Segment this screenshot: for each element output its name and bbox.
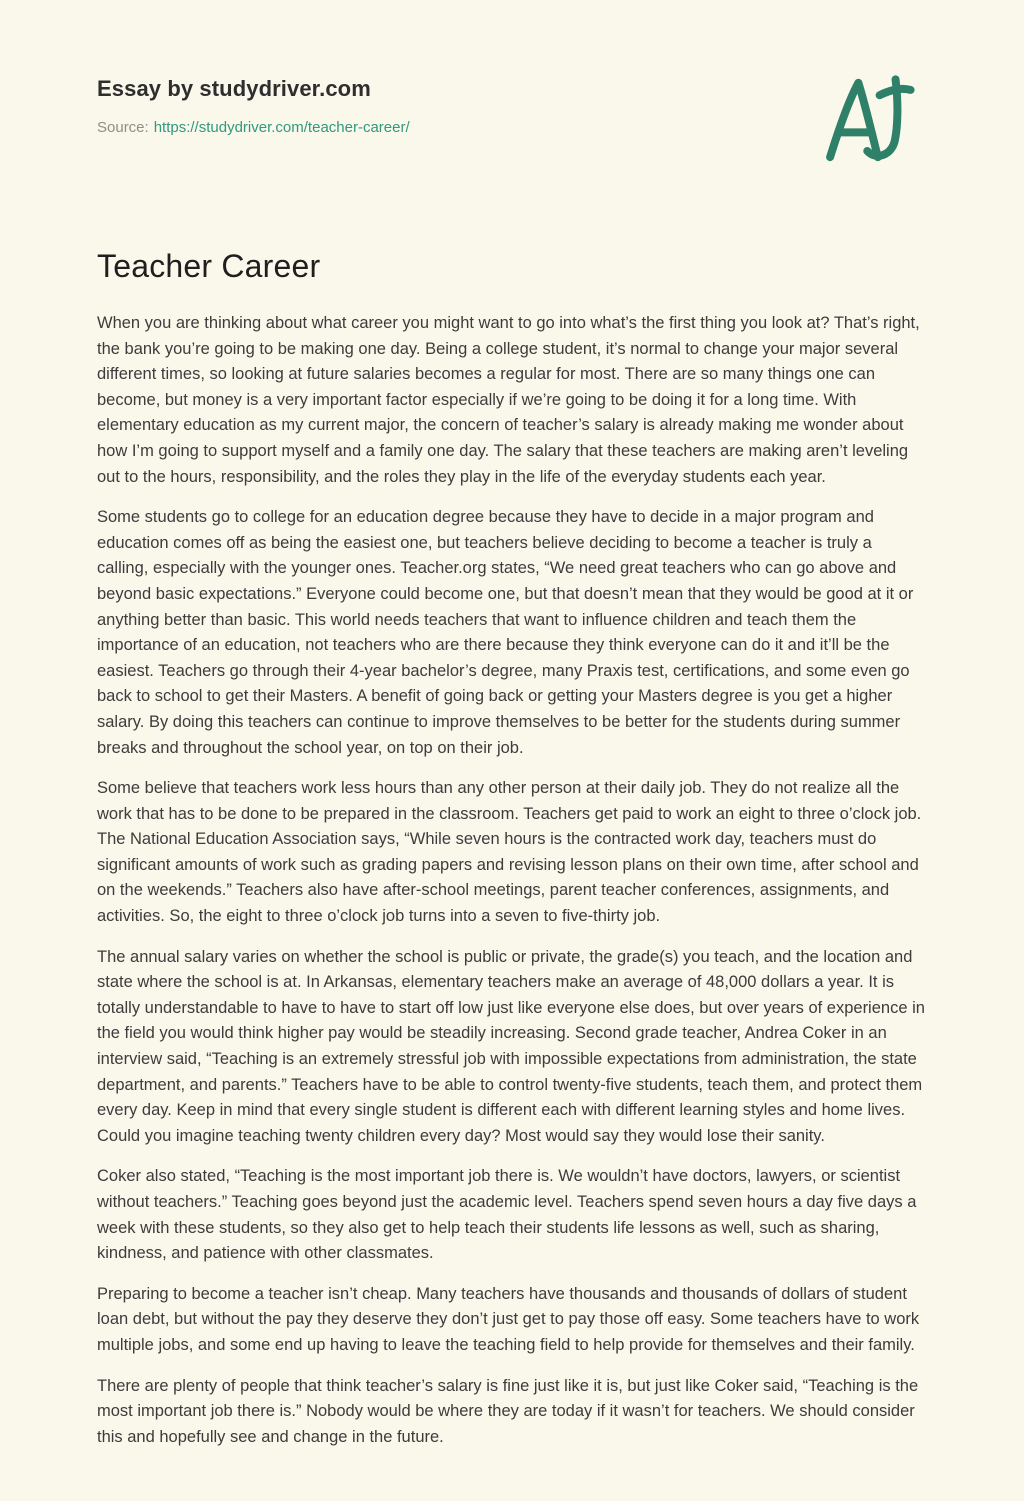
studydriver-logo — [823, 72, 915, 168]
essay-paragraph: The annual salary varies on whether the school is public or private, the grade(s) you teach, and the location and state where the school is at. In Arkansas, elementary teachers make an average of 48,000 dollars a year. It is totally understandable to have to have to start off low just like everyone else does, but over years of experience in the field you would think higher pay would be steadily increasing. Second grade teacher, Andrea Coker in an interview said, “Teaching is an extremely stressful job with impossible expectations from administration, the state department, and parents.” Teachers have to be able to control twenty-five students, teach them, and protect them every day. Keep in mind that every single student is different each with different learning styles and home lives. Could you imagine teaching twenty children every day? Most would say they would lose their sanity. — [97, 947, 925, 1145]
studydriver-logo-icon — [823, 72, 915, 168]
byline: Essay by studydriver.com — [97, 76, 371, 101]
essay-paragraph: There are plenty of people that think teacher’s salary is fine just like it is, but just like Coker said, “Teaching is the most important job there is.” Nobody would be where they are today if it wasn’t for teachers. We should consider this and hopefully see and change in the future. — [97, 1376, 919, 1446]
essay-title: Teacher Career — [97, 248, 321, 284]
essay-paragraph: Some believe that teachers work less hours than any other person at their daily job. They do not realize all the work that has to be done to be prepared in the classroom. Teachers get paid to work an eight to three o’clock job. The National Education Association says, “While seven hours is the contracted work day, teachers must do significant amounts of work such as grading papers and revising lesson plans on their own time, after school and on the weekends.” Teachers also have after-school meetings, parent teacher conferences, assignments, and activities. So, the eight to three o’clock job turns into a seven to five-thirty job. — [97, 779, 922, 926]
source-line — [97, 119, 927, 136]
source-link[interactable]: https://studydriver.com/teacher-career/ — [153, 119, 410, 136]
essay-paragraph: Some students go to college for an education degree because they have to decide in a major program and education comes off as being the easiest one, but teachers believe deciding to become a teacher is truly a calling, especially with the younger ones. Teacher.org states, “We need great teachers who can go above and beyond basic expectations.” Everyone could become one, but that doesn’t mean that they would be good at it or anything better than basic. This world needs teachers that want to influence children and teach them the importance of an education, not teachers who are there because they think everyone can do it and it’ll be the easiest. Teachers go through their 4-year bachelor’s degree, many Praxis test, certifications, and some even go back to school to get their Masters. A benefit of going back or getting your Masters degree is you get a higher salary. By doing this teachers can continue to improve themselves to be better for the students during summer breaks and throughout the school year, on top on their job. — [97, 508, 914, 757]
essay-paragraph: Coker also stated, “Teaching is the most important job there is. We wouldn’t have doctors, lawyers, or scientist without teachers.” Teaching goes beyond just the academic level. Teachers spend seven hours a day five days a week with these students, so they also get to help teach their students life lessons as well, such as sharing, kindness, and patience with other classmates. — [97, 1167, 917, 1263]
source-label: Source: — [97, 119, 149, 136]
essay-paragraph: Preparing to become a teacher isn’t cheap. Many teachers have thousands and thousands of dollars of student loan debt, but without the pay they deserve they don’t just get to pay those off easy. Some teachers have to work multiple jobs, and some end up having to leave the teaching field to help provide for themselves and their family. — [97, 1284, 920, 1354]
essay-paragraph: When you are thinking about what career you might want to go into what’s the first thing you look at? That’s right, the bank you’re going to be making one day. Being a college student, it’s normal to change your major several different times, so looking at future salaries becomes a regular for most. There are so many things one can become, but money is a very important factor especially if we’re going to be doing it for a long time. With elementary education as my current major, the concern of teacher’s salary is already making me wonder about how I’m going to support myself and a family one day. The salary that these teachers are making aren’t leveling out to the hours, responsibility, and the roles they play in the life of the everyday students each year. — [97, 314, 920, 486]
document-header — [97, 76, 927, 136]
essay — [97, 248, 927, 1450]
